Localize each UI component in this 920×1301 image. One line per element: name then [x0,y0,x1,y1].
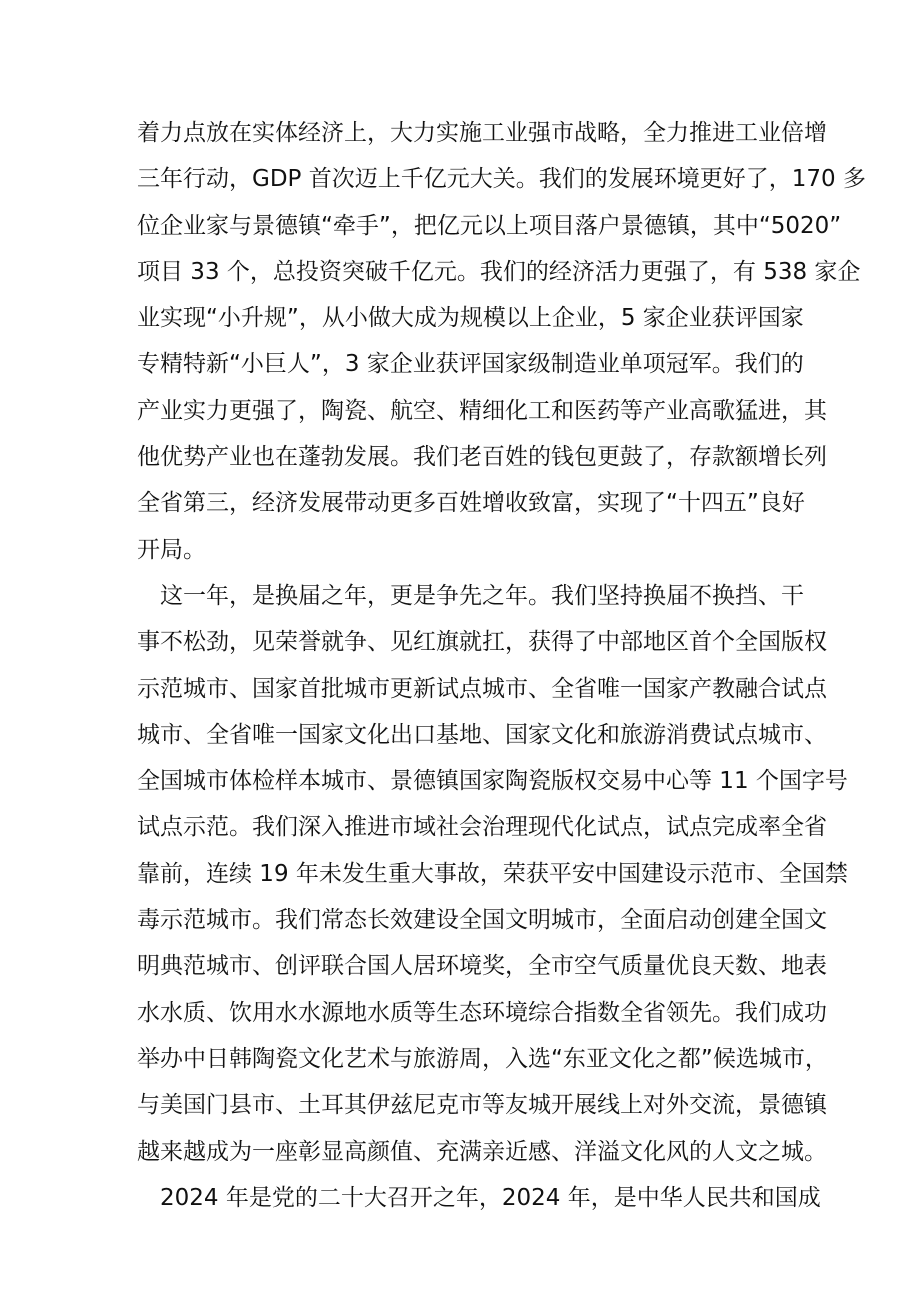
body-text [137,110,866,1221]
text-line: 着力点放在实体经济上，大力实施工业强市战略，全力推进工业倍增 [137,120,827,146]
text-line: 与美国门县市、土耳其伊兹尼克市等友城开展线上对外交流，景德镇 [137,1092,827,1119]
text-line: 毒示范城市。我们常态长效建设全国文明城市，全面启动创建全国文 [137,907,827,934]
text-line: 他优势产业也在蓬勃发展。我们老百姓的钱包更鼓了，存款额增长列 [137,444,827,471]
text-line: 专精特新“小巨人”，3 家企业获评国家级制造业单项冠军。我们的 [137,351,804,378]
text-line: 越来越成为一座彰显高颜值、充满亲近感、洋溢文化风的人文之城。 [137,1138,827,1165]
text-line: 明典范城市、创评联合国人居环境奖，全市空气质量优良天数、地表 [137,953,827,980]
text-line: 试点示范。我们深入推进市域社会治理现代化试点，试点完成率全省 [137,814,827,841]
text-line: 位企业家与景德镇“牵手”，把亿元以上项目落户景德镇，其中“5020” [137,212,842,239]
text-line: 水水质、饮用水水源地水质等生态环境综合指数全省领先。我们成功 [137,999,827,1026]
text-line: 业实现“小升规”，从小做大成为规模以上企业，5 家企业获评国家 [137,305,804,332]
text-line: 示范城市、国家首批城市更新试点城市、全省唯一国家产教融合试点 [137,675,827,702]
text-line: 举办中日韩陶瓷文化艺术与旅游周，入选“东亚文化之都”候选城市， [137,1045,828,1072]
text-line: 这一年，是换届之年，更是争先之年。我们坚持换届不换挡、干 [137,582,804,609]
text-line: 事不松劲，见荣誉就争、见红旗就扛，获得了中部地区首个全国版权 [137,629,827,656]
text-line: 三年行动，GDP 首次迈上千亿元大关。我们的发展环境更好了，170 多 [137,166,866,193]
text-line: 产业实力更强了，陶瓷、航空、精细化工和医药等产业高歌猛进，其 [137,397,827,424]
text-line: 2024 年是党的二十大召开之年，2024 年，是中华人民共和国成 [137,1184,821,1211]
text-line: 项目 33 个，总投资突破千亿元。我们的经济活力更强了，有 538 家企 [137,258,861,285]
text-line: 全省第三，经济发展带动更多百姓增收致富，实现了“十四五”良好 [137,490,805,517]
text-line: 靠前，连续 19 年未发生重大事故，荣获平安中国建设示范市、全国禁 [137,860,848,887]
text-line: 全国城市体检样本城市、景德镇国家陶瓷版权交易中心等 11 个国字号 [137,768,848,795]
text-line: 城市、全省唯一国家文化出口基地、国家文化和旅游消费试点城市、 [137,721,827,748]
text-line: 开局。 [137,536,206,563]
